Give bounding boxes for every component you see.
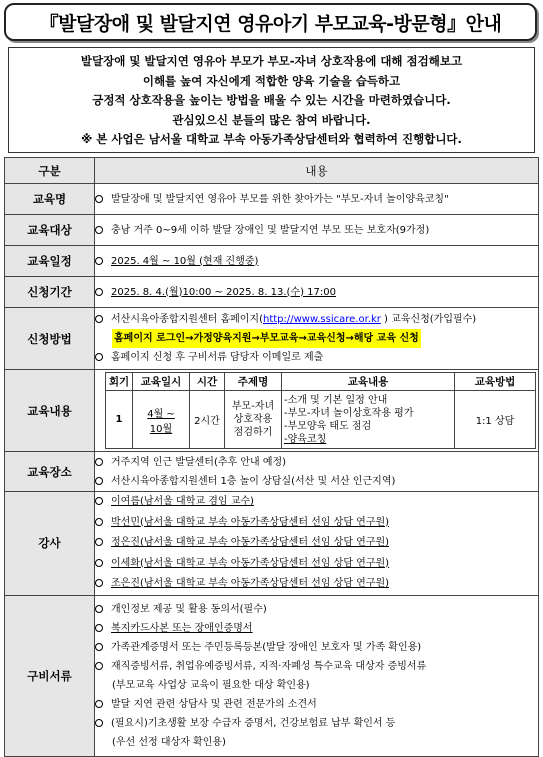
edu-schedule: 2025. 4월 ~ 10월 (현재 진행중) xyxy=(111,255,259,267)
doc-item: 개인정보 제공 및 활용 동의서(필수) xyxy=(111,603,267,615)
bullet-icon xyxy=(95,353,103,361)
bullet-icon xyxy=(95,605,103,613)
bullet-icon xyxy=(95,497,103,505)
place-item: 거주지역 인근 발달센터(추후 안내 예정) xyxy=(111,456,287,468)
bullet-icon xyxy=(95,477,103,485)
bullet-icon xyxy=(95,288,103,296)
instructor-item: 정은진(남서울 대학교 부속 아동가족상담센터 선임 상담 연구원) xyxy=(111,537,390,548)
session-cell: 1 xyxy=(106,391,133,449)
instructor-item: 이여름(남서울 대학교 겸임 교수) xyxy=(111,496,254,507)
bullet-icon xyxy=(95,458,103,466)
label-content: 교육내용 xyxy=(5,370,95,452)
col-time: 시간 xyxy=(190,373,225,391)
content-item: -부모-자녀 놀이상호작용 평가 xyxy=(284,407,414,419)
label-period: 신청기간 xyxy=(5,277,95,308)
label-method: 신청방법 xyxy=(5,308,95,370)
col-session: 회기 xyxy=(106,373,133,391)
edu-target: 충남 거주 0~9세 이하 발달 장애인 및 발달지연 부모 또는 보호자(9가정) xyxy=(111,224,430,236)
header-content: 내용 xyxy=(95,158,539,184)
bullet-icon xyxy=(95,226,103,234)
info-table xyxy=(4,157,539,757)
col-topic: 주제명 xyxy=(225,373,282,391)
time-cell: 2시간 xyxy=(190,391,225,449)
bullet-icon xyxy=(95,643,103,651)
label-schedule: 교육일정 xyxy=(5,246,95,277)
intro-line: 발달장애 및 발달지연 영유아 부모가 부모-자녀 상호작용에 대해 점검해보고 xyxy=(80,54,463,68)
doc-item: (우선 선정 대상자 확인용) xyxy=(112,736,226,748)
intro-box xyxy=(8,47,535,153)
bullet-icon xyxy=(95,315,103,323)
bullet-icon xyxy=(95,719,103,727)
col-date: 교육일시 xyxy=(133,373,190,391)
content-table xyxy=(105,372,536,449)
doc-item: 가족관계증명서 또는 주민등록등본(발달 장애인 보호자 및 가족 확인용) xyxy=(111,641,422,653)
intro-line: 관심있으신 분들의 많은 참여 바랍니다. xyxy=(172,112,371,127)
content-item: -부모양육 태도 점검 xyxy=(284,420,372,432)
bullet-icon xyxy=(95,195,103,203)
page-title: 『발달장애 및 발달지연 영유아기 부모교육-방문형』안내 xyxy=(4,3,537,41)
apply-period: 2025. 8. 4.(월)10:00 ~ 2025. 8. 13.(수) 17:00 xyxy=(111,286,336,298)
label-place: 교육장소 xyxy=(5,452,95,492)
method-steps: 홈페이지 로그인→가정양육지원→부모교육→교육신청→해당 교육 신청 xyxy=(112,329,421,348)
doc-item: 복지카드사본 또는 장애인증명서 xyxy=(111,622,253,634)
label-instructors: 강사 xyxy=(5,492,95,596)
homepage-link[interactable]: http://www.ssicare.or.kr xyxy=(262,314,381,325)
instructor-item: 박선민(남서울 대학교 부속 아동가족상담센터 선임 상담 연구원) xyxy=(111,516,390,528)
label-name: 교육명 xyxy=(5,184,95,215)
bullet-icon xyxy=(95,700,103,708)
col-content: 교육내용 xyxy=(282,373,455,391)
bullet-icon xyxy=(95,538,103,546)
label-target: 교육대상 xyxy=(5,215,95,246)
intro-line: ※ 본 사업은 남서울 대학교 부속 아동가족상담센터와 협력하여 진행합니다. xyxy=(81,132,462,146)
instructor-item: 이세화(남서울 대학교 부속 아동가족상담센터 선임 상담 연구원) xyxy=(111,557,390,569)
bullet-icon xyxy=(95,662,103,670)
doc-item: 재직증빙서류, 취업유예증빙서류, 지적·자폐성 특수교육 대상자 증빙서류 xyxy=(111,660,427,672)
bullet-icon xyxy=(95,518,103,526)
bullet-icon xyxy=(95,579,103,587)
header-category: 구분 xyxy=(5,158,95,184)
instructor-item: 조은진(남서울 대학교 부속 아동가족상담센터 선임 상담 연구원) xyxy=(111,578,390,589)
col-method: 교육방법 xyxy=(455,373,536,391)
intro-line: 긍정적 상호작용을 높이는 방법을 배울 수 있는 시간을 마련하였습니다. xyxy=(92,93,451,107)
method-cell: 1:1 상담 xyxy=(455,391,536,449)
bullet-icon xyxy=(95,257,103,265)
intro-line: 이해를 높여 자신에게 적합한 양육 기술을 습득하고 xyxy=(142,73,401,88)
place-item: 서산시육아종합지원센터 1층 놀이 상담실(서산 및 서산 인근지역) xyxy=(111,475,396,487)
edu-name: 발달장애 및 발달지연 영유아 부모를 위한 찾아가는 "부모-자녀 놀이양육코칭" xyxy=(111,193,449,205)
bullet-icon xyxy=(95,559,103,567)
content-cell xyxy=(282,391,455,449)
doc-item: (부모교육 사업상 교육이 필요한 대상 확인용) xyxy=(112,679,310,691)
label-docs: 구비서류 xyxy=(5,595,95,756)
method-line-1: 서산시육아종합지원센터 홈페이지(http://www.ssicare.or.kr ) 교육신청(가입필수) xyxy=(111,314,477,325)
date-cell: 4월 ~ 10월 xyxy=(133,391,190,449)
content-item: -양육코칭 xyxy=(284,433,327,445)
doc-item: 발달 지연 관련 상담사 및 관련 전문가의 소견서 xyxy=(111,698,317,710)
content-item: -소개 및 기본 일정 안내 xyxy=(284,394,388,406)
method-line-3: 홈페이지 신청 후 구비서류 담당자 이메일로 제출 xyxy=(111,352,324,363)
topic-cell: 부모-자녀 상호작용 점검하기 xyxy=(225,391,282,449)
bullet-icon xyxy=(95,624,103,632)
doc-item: (필요시)기초생활 보장 수급자 증명서, 건강보험료 납부 확인서 등 xyxy=(111,717,396,729)
